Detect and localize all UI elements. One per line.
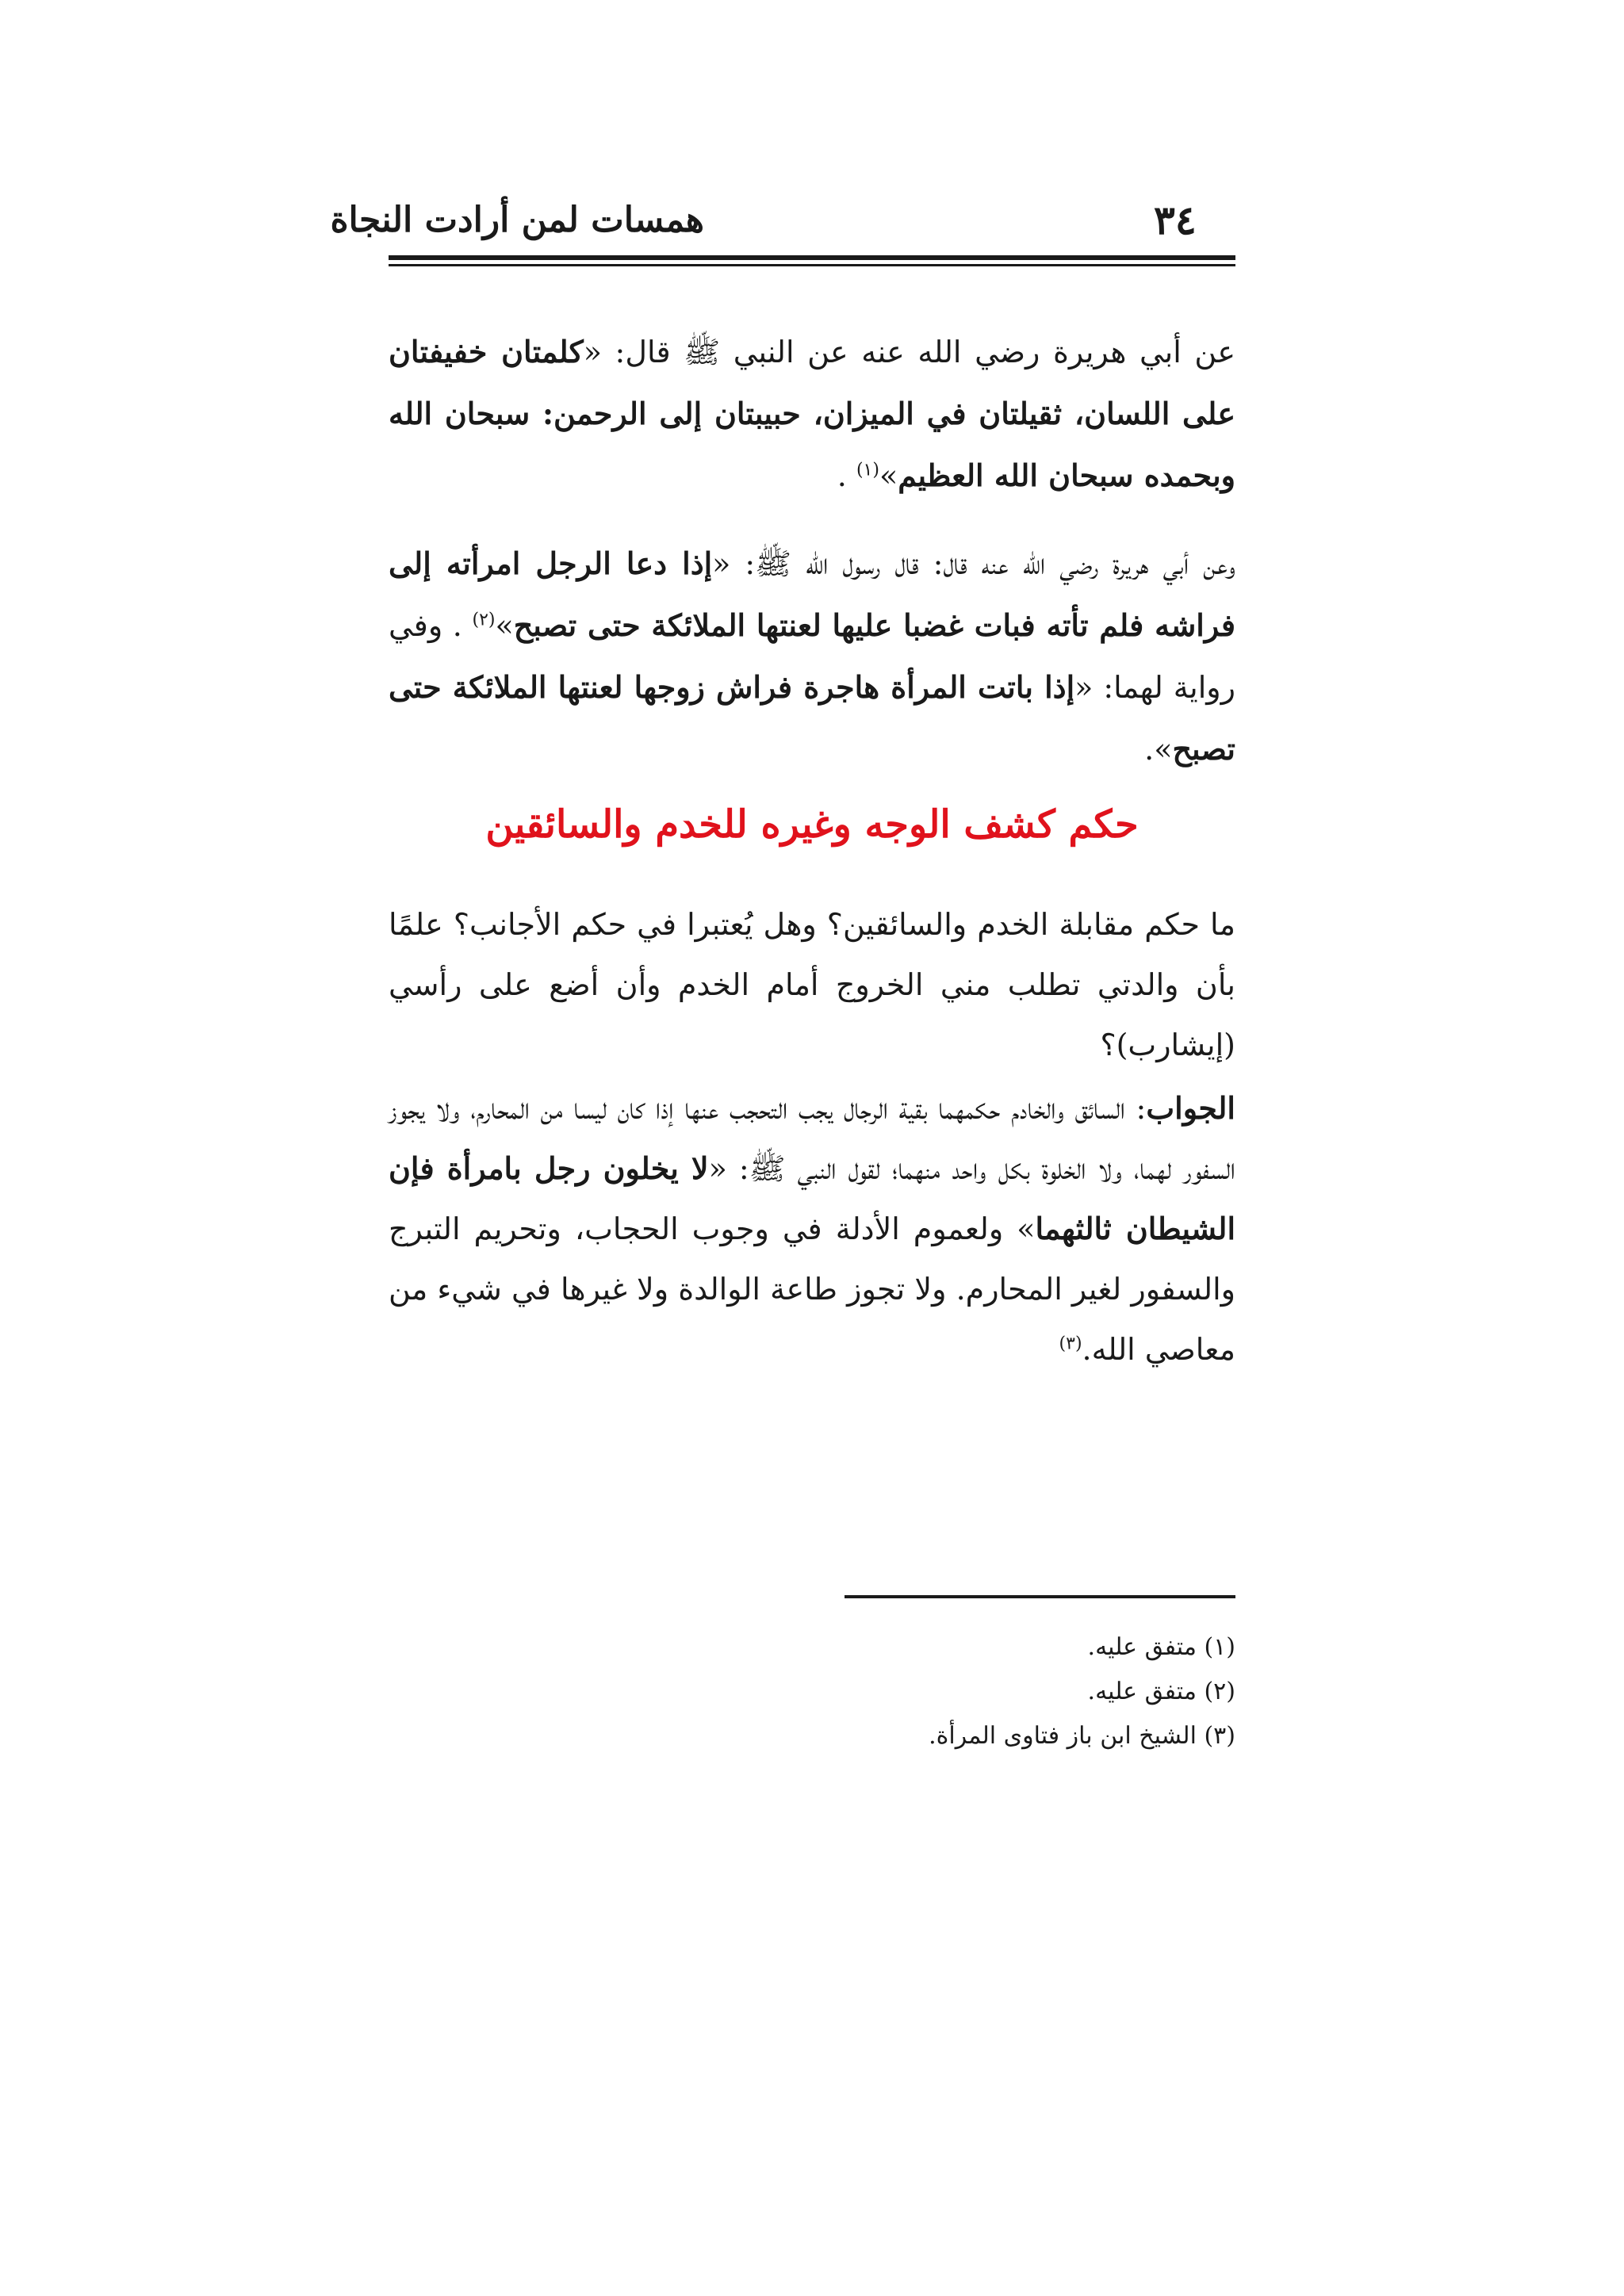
hadith-2-quote-1: إذا دعا الرجل امرأته إلى فراشه فلم تأته فبات غضبا عليها لعنتها الملائكة حتى تصبح xyxy=(389,545,1235,643)
footnote-separator xyxy=(845,1595,1235,1598)
header-rule-thin xyxy=(389,264,1235,266)
answer-text-1: : السائق والخادم حكمهما بقية الرجال يجب التحجب عنها إذا كان ليسا من المحارم، ولا يجوز السفور لهما، ولا الخلوة بكل واحد منهما؛ لقول النبي ﷺ: « xyxy=(389,1091,1235,1186)
hadith-paragraph-2 xyxy=(389,533,1235,780)
footnote-ref-2: (٢) xyxy=(472,610,496,630)
page-number: ٣٤ xyxy=(1154,197,1197,243)
footnote-2: (٢) متفق عليه. xyxy=(1087,1678,1235,1705)
hadith-1-quote: كلمتان خفيفتان على اللسان، ثقيلتان في الميزان، حبيبتان إلى الرحمن: سبحان الله وبحمده سبحان الله العظيم xyxy=(389,334,1235,493)
hadith-1-close: » xyxy=(879,458,898,493)
hadith-2-quote-2: إذا باتت المرأة هاجرة فراش زوجها لعنتها الملائكة حتى تصبح xyxy=(389,669,1235,767)
question-paragraph xyxy=(389,894,1235,1075)
footnote-3: (٣) الشيخ ابن باز فتاوى المرأة. xyxy=(929,1722,1235,1750)
hadith-2-intro: وعن أبي هريرة رضي الله عنه قال: قال رسول الله ﷺ: « xyxy=(712,546,1235,581)
footnotes xyxy=(389,1625,1235,1758)
section-heading: حكم كشف الوجه وغيره للخدم والسائقين xyxy=(485,802,1139,847)
footnote-1: (١) متفق عليه. xyxy=(1087,1633,1235,1661)
header-rule-thick xyxy=(389,255,1235,260)
footnote-ref-1: (١) xyxy=(856,460,879,480)
question-text: ما حكم مقابلة الخدم والسائقين؟ وهل يُعتبرا في حكم الأجانب؟ علمًا بأن والدتي تطلب مني الخروج أمام الخدم وأن أضع على رأسي (إيشارب)؟ xyxy=(389,907,1235,1062)
answer-paragraph xyxy=(389,1078,1235,1380)
answer-hadith: لا يخلون رجل بامرأة فإن الشيطان ثالثهما xyxy=(389,1150,1235,1246)
hadith-1-end: . xyxy=(837,458,856,493)
answer-text-2: » ولعموم الأدلة في وجوب الحجاب، وتحريم التبرج والسفور لغير المحارم. ولا تجوز طاعة الوالدة ولا غيرها في شيء من معاصي الله. xyxy=(389,1211,1235,1367)
hadith-2-close-2: ». xyxy=(1144,732,1173,767)
running-title: همسات لمن أرادت النجاة xyxy=(330,200,704,240)
hadith-2-close-1: » xyxy=(495,608,514,643)
hadith-paragraph-1 xyxy=(389,321,1235,507)
answer-label: الجواب xyxy=(1146,1090,1235,1126)
hadith-1-intro: عن أبي هريرة رضي الله عنه عن النبي ﷺ قال: « xyxy=(583,335,1235,369)
hadith-2-middle: . وفي رواية لهما: « xyxy=(389,608,1235,705)
footnote-ref-3: (٣) xyxy=(1059,1334,1082,1354)
